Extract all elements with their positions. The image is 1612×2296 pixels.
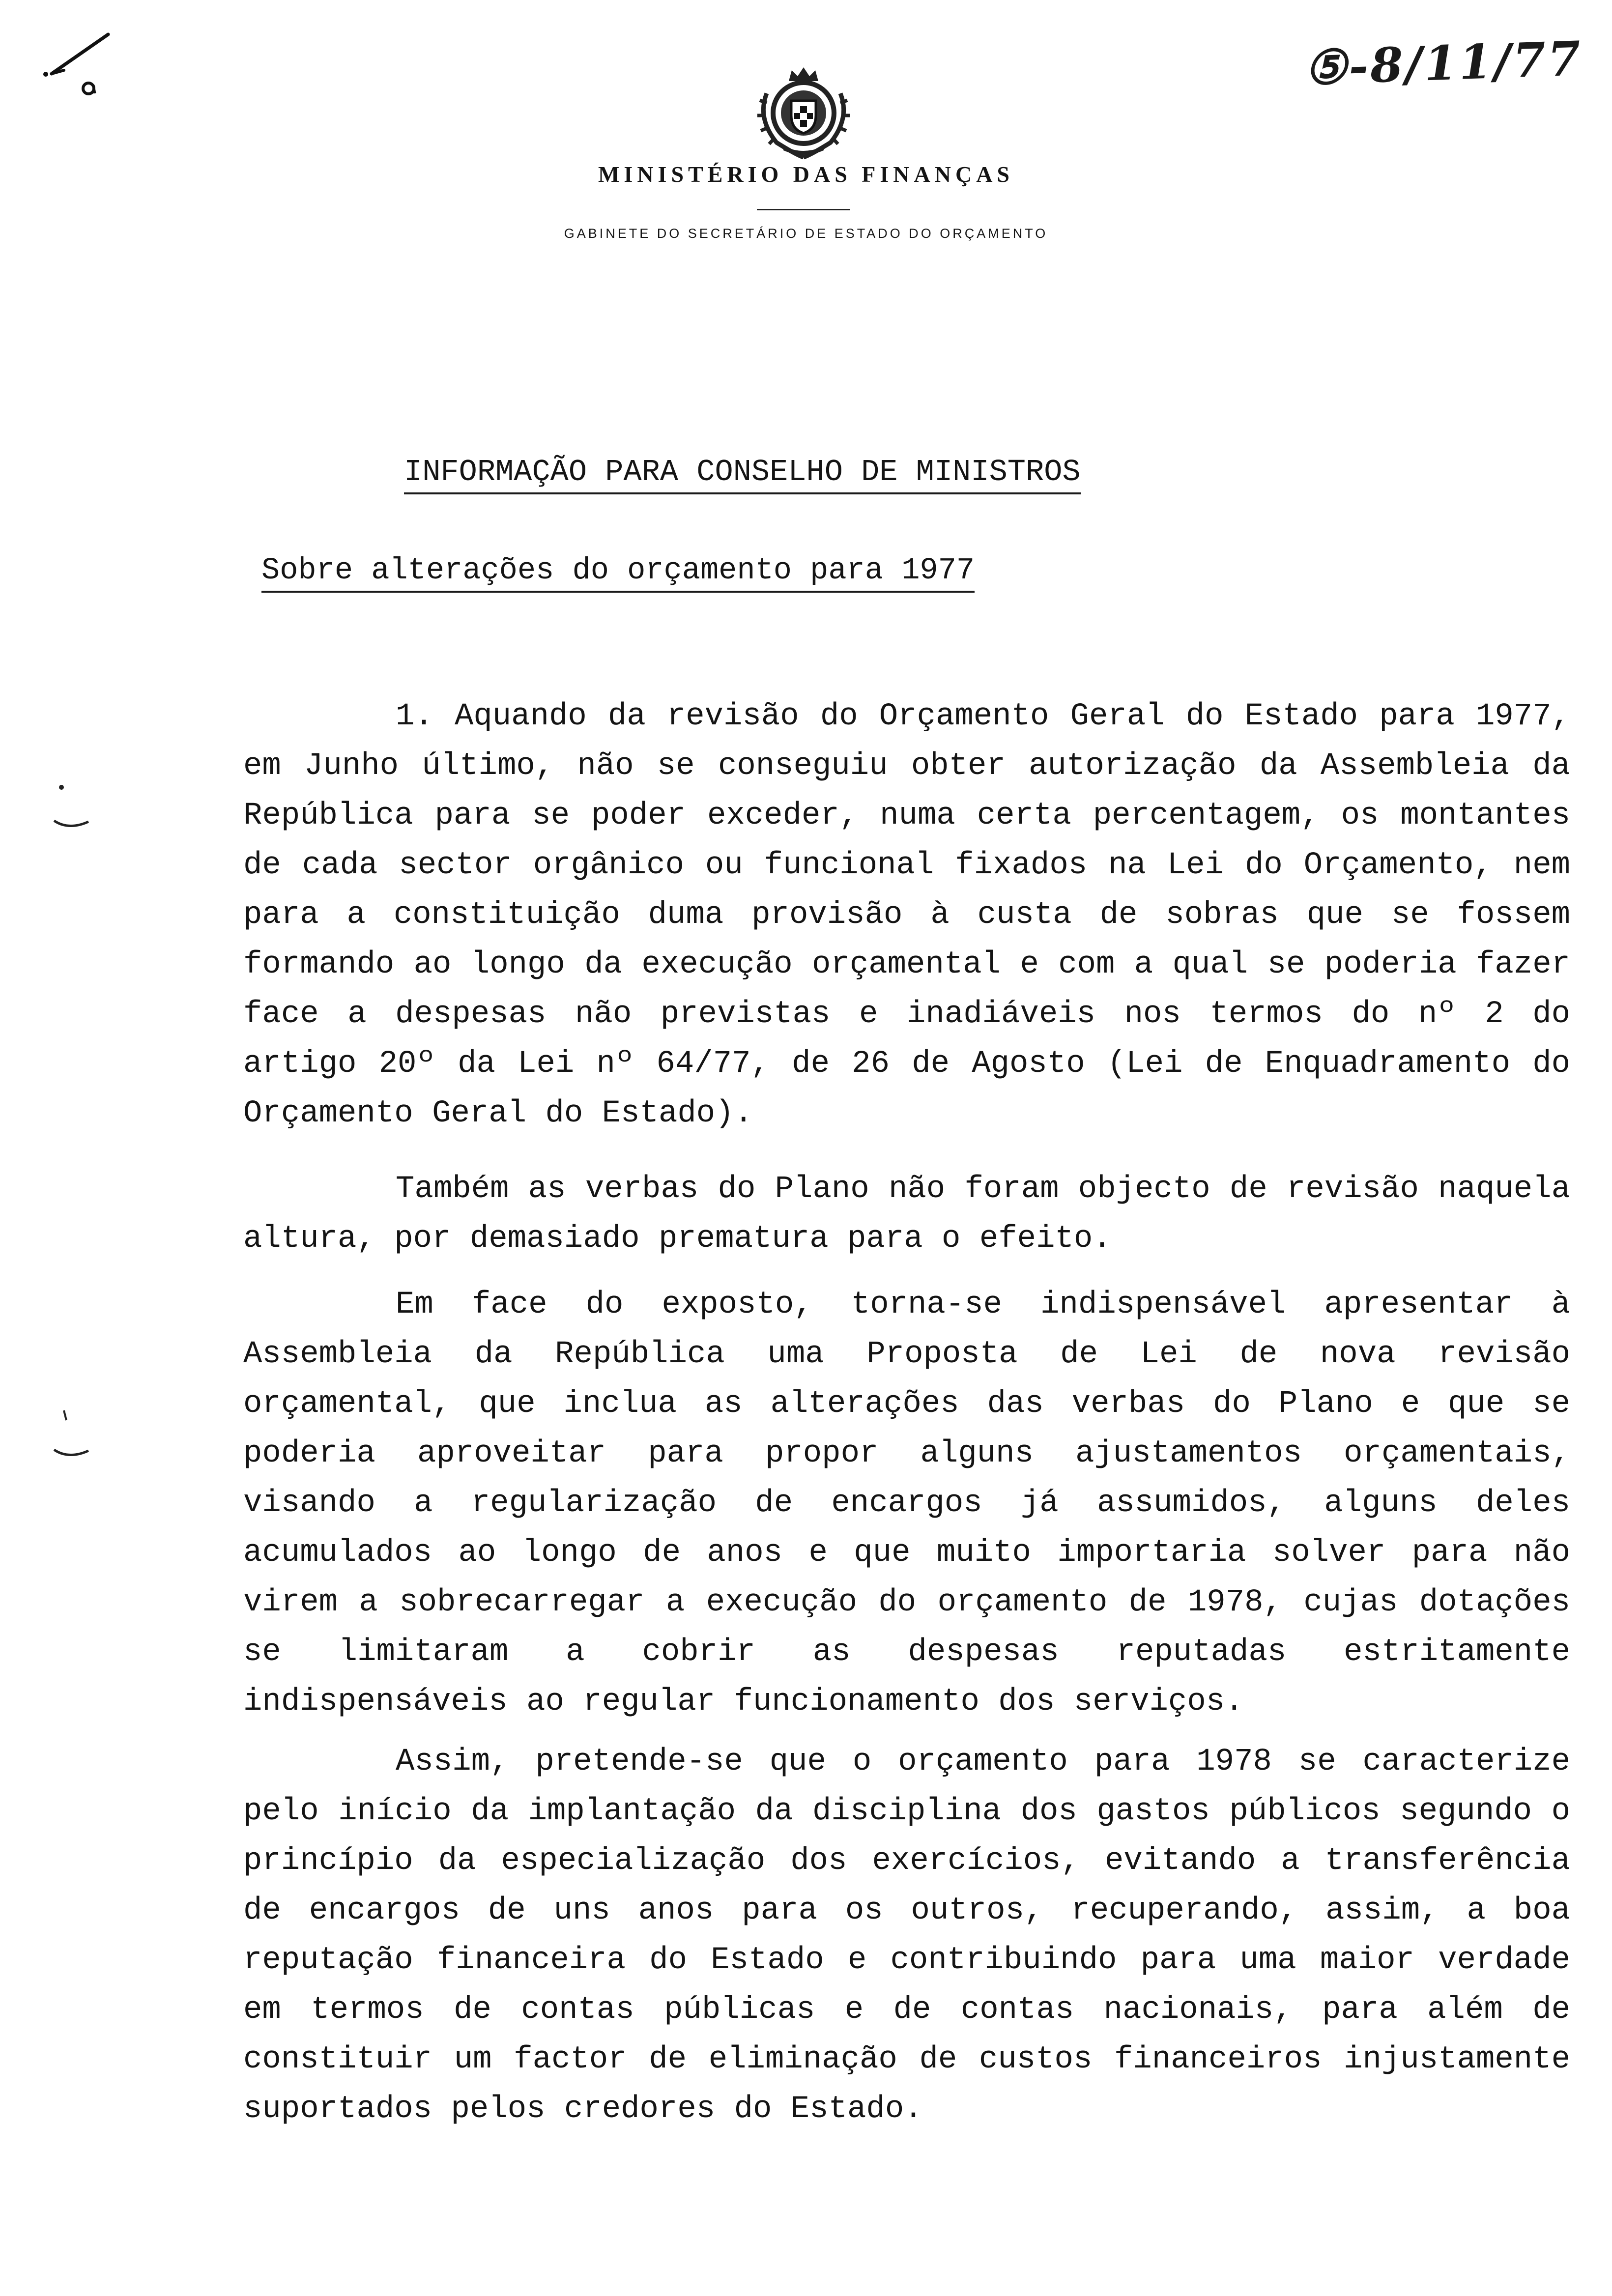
- pen-mark-icon: [42, 27, 115, 101]
- body-paragraph: 1. Aquando da revisão do Orçamento Geral do Estado para 1977, em Junho último, não se conseguiu obter autorização da Assembleia da República para se poder exceder, numa certa percentagem, os montantes de cada sector orgânico ou funcional fixados na Lei do Orçamento, nem para a constituição duma provisão à custa de sobras que se fossem formando ao longo da execução orçamental e com a qual se poderia fazer face a despesas não previstas e inadiáveis nos termos do nº 2 do artigo 20º da Lei nº 64/77, de 26 de Agosto (Lei de Enquadramento do Orçamento Geral do Estado).: [243, 699, 1570, 1131]
- document-title: INFORMAÇÃO PARA CONSELHO DE MINISTROS: [404, 455, 1081, 494]
- body-paragraph: Também as verbas do Plano não foram objecto de revisão naquela altura, por demasiado prematura para o efeito.: [243, 1172, 1570, 1257]
- coat-of-arms-emblem: [747, 59, 860, 162]
- heading-divider: [757, 209, 850, 210]
- ministry-heading: MINISTÉRIO DAS FINANÇAS: [598, 162, 1014, 187]
- handwritten-reference: ⑤-8/11/77: [1303, 30, 1583, 96]
- document-subject: Sobre alterações do orçamento para 1977: [261, 553, 975, 593]
- body-paragraph: Assim, pretende-se que o orçamento para 1978 se caracterize pelo início da implantação da disciplina dos gastos públicos segundo o princípio da especialização dos exercícios, evitando a transferência de encargos de uns anos para os outros, recuperando, assim, a boa reputação financeira do Estado e contribuindo para uma maior verdade em termos de contas públicas e de contas nacionais, para além de constituir um factor de eliminação de custos financeiros injustamente suportados pelos credores do Estado.: [243, 1744, 1570, 2127]
- body-paragraph: Em face do exposto, torna-se indispensável apresentar à Assembleia da República uma Proposta de Lei de nova revisão orçamental, que inclua as alterações das verbas do Plano e que se poderia aproveitar para propor alguns ajustamentos orçamentais, visando a regularização de encargos já assumidos, alguns deles acumulados ao longo de anos e que muito importaria solver para não virem a sobrecarregar a execução do orçamento de 1978, cujas dotações se limitaram a cobrir as despesas reputadas estritamente indispensáveis ao regular funcionamento dos serviços.: [243, 1287, 1570, 1720]
- margin-bracket-icon: [47, 1406, 91, 1464]
- margin-bracket-icon: [47, 776, 91, 835]
- cabinet-subheading: GABINETE DO SECRETÁRIO DE ESTADO DO ORÇAMENTO: [564, 226, 1048, 241]
